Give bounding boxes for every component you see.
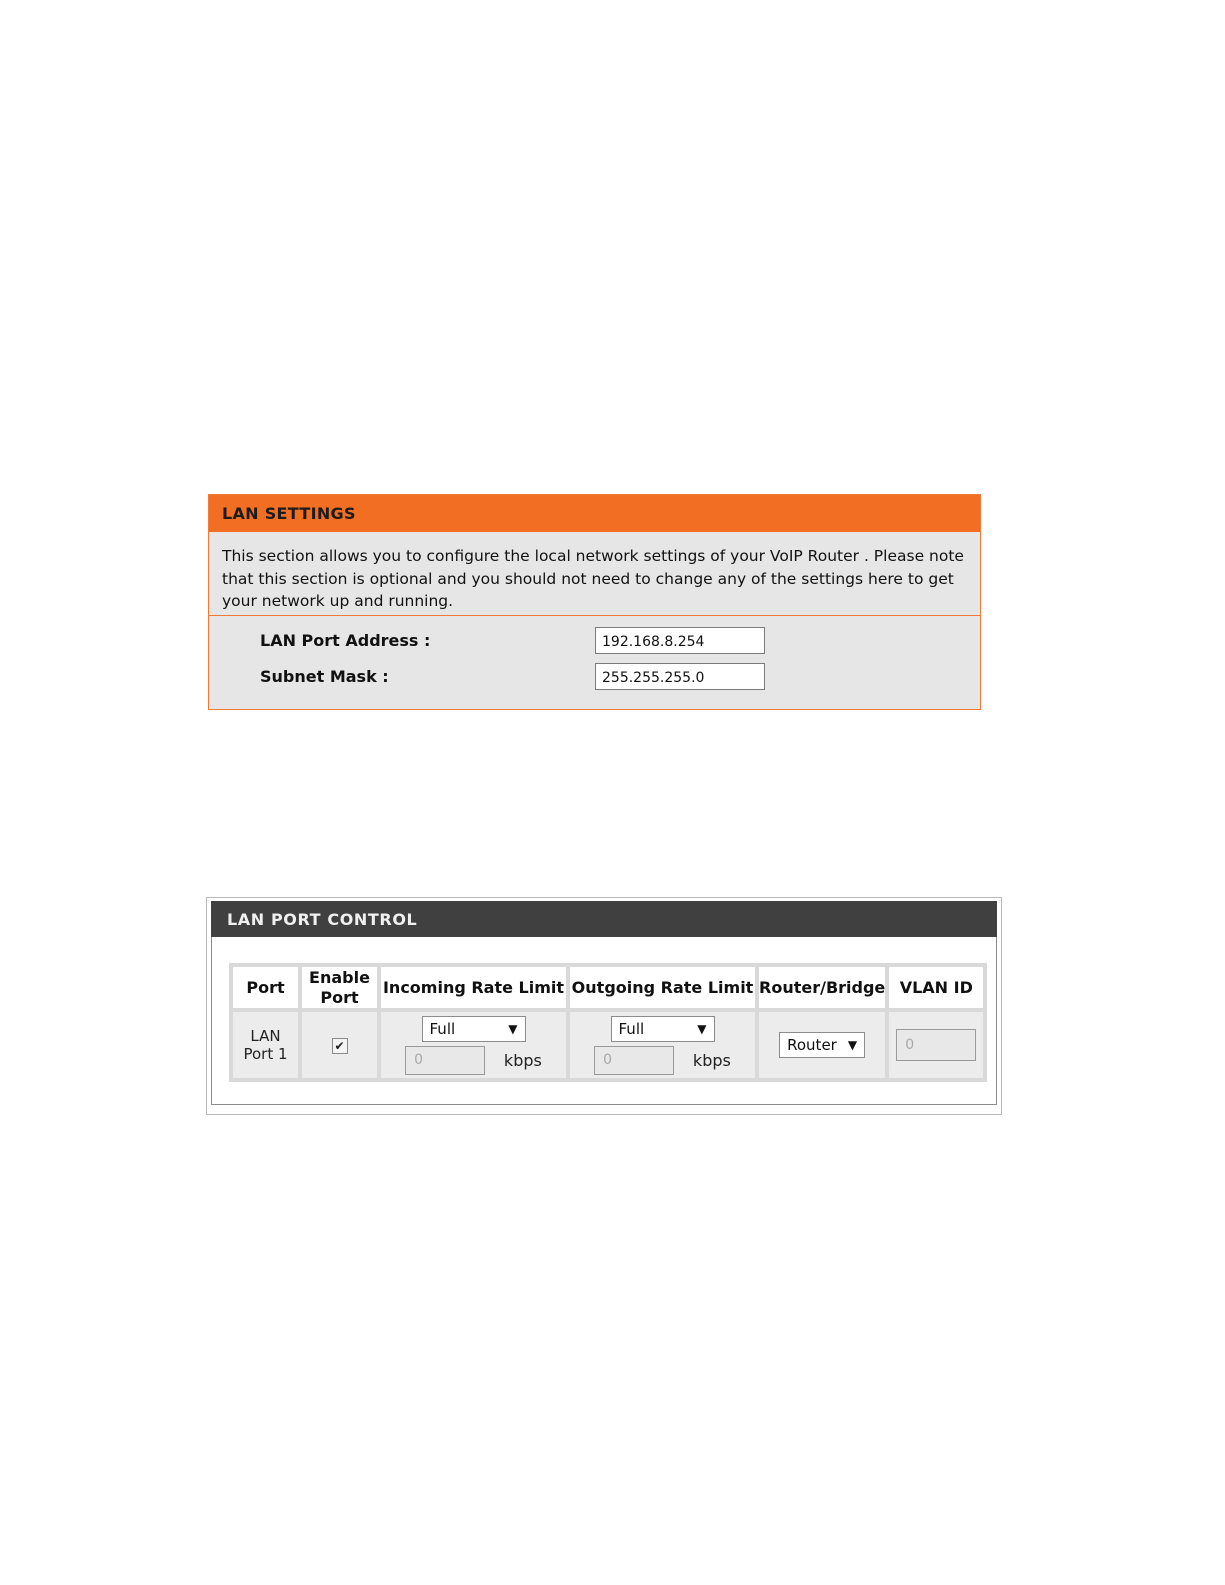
lan-port-control-body	[211, 937, 997, 1105]
chevron-down-icon: ▼	[847, 1038, 858, 1052]
lan-settings-title: LAN SETTINGS	[209, 495, 980, 532]
port-name-cell	[233, 1012, 298, 1078]
router-bridge-select[interactable]	[779, 1032, 865, 1058]
col-header-port: Port	[233, 967, 298, 1008]
vlan-id-cell	[889, 1012, 983, 1078]
router-bridge-select-value: Router	[787, 1036, 837, 1054]
outgoing-rate-select[interactable]	[611, 1016, 715, 1042]
incoming-rate-select[interactable]	[422, 1016, 526, 1042]
router-bridge-cell	[759, 1012, 885, 1078]
lan-port-address-label: LAN Port Address :	[260, 631, 431, 650]
col-header-incoming: Incoming Rate Limit	[381, 967, 566, 1008]
port-name-line2: Port 1	[243, 1045, 288, 1063]
lan-settings-description: This section allows you to configure the local network settings of your VoIP Router . Please note that this section is optional and you should not need to change any of the settings here to get your network up and running.	[209, 532, 980, 616]
outgoing-rate-select-value: Full	[618, 1019, 645, 1038]
chevron-down-icon: ▼	[697, 1021, 707, 1036]
lan-port-control-title: LAN PORT CONTROL	[211, 901, 997, 937]
outgoing-rate-value-row	[594, 1046, 731, 1075]
incoming-rate-value-row	[405, 1046, 542, 1075]
col-header-vlan-id: VLAN ID	[889, 967, 983, 1008]
table-row	[233, 1012, 983, 1078]
subnet-mask-label: Subnet Mask :	[260, 667, 389, 686]
lan-port-address-row	[209, 627, 980, 657]
col-header-enable-port	[302, 967, 377, 1008]
lan-settings-panel	[208, 494, 981, 710]
enable-port-checkbox[interactable]: ✔	[332, 1038, 348, 1054]
incoming-rate-select-value: Full	[429, 1019, 456, 1038]
incoming-rate-input[interactable]: 0	[405, 1046, 485, 1075]
vlan-id-input[interactable]: 0	[896, 1029, 976, 1061]
col-header-enable-line2: Port	[320, 987, 359, 1007]
col-header-outgoing: Outgoing Rate Limit	[570, 967, 755, 1008]
subnet-mask-row	[209, 663, 980, 693]
enable-port-cell	[302, 1012, 377, 1078]
subnet-mask-input[interactable]	[595, 663, 765, 690]
outgoing-rate-unit: kbps	[692, 1050, 731, 1070]
col-header-enable-line1: Enable	[309, 967, 370, 987]
outgoing-rate-input[interactable]: 0	[594, 1046, 674, 1075]
outgoing-rate-cell	[570, 1012, 755, 1078]
incoming-rate-unit: kbps	[503, 1050, 542, 1070]
chevron-down-icon: ▼	[508, 1021, 518, 1036]
col-header-router-bridge: Router/Bridge	[759, 967, 885, 1008]
lan-port-address-input[interactable]	[595, 627, 765, 654]
incoming-rate-cell	[381, 1012, 566, 1078]
port-name-line1: LAN	[250, 1027, 281, 1045]
port-control-table	[229, 963, 987, 1082]
lan-port-control-panel	[206, 897, 1002, 1115]
